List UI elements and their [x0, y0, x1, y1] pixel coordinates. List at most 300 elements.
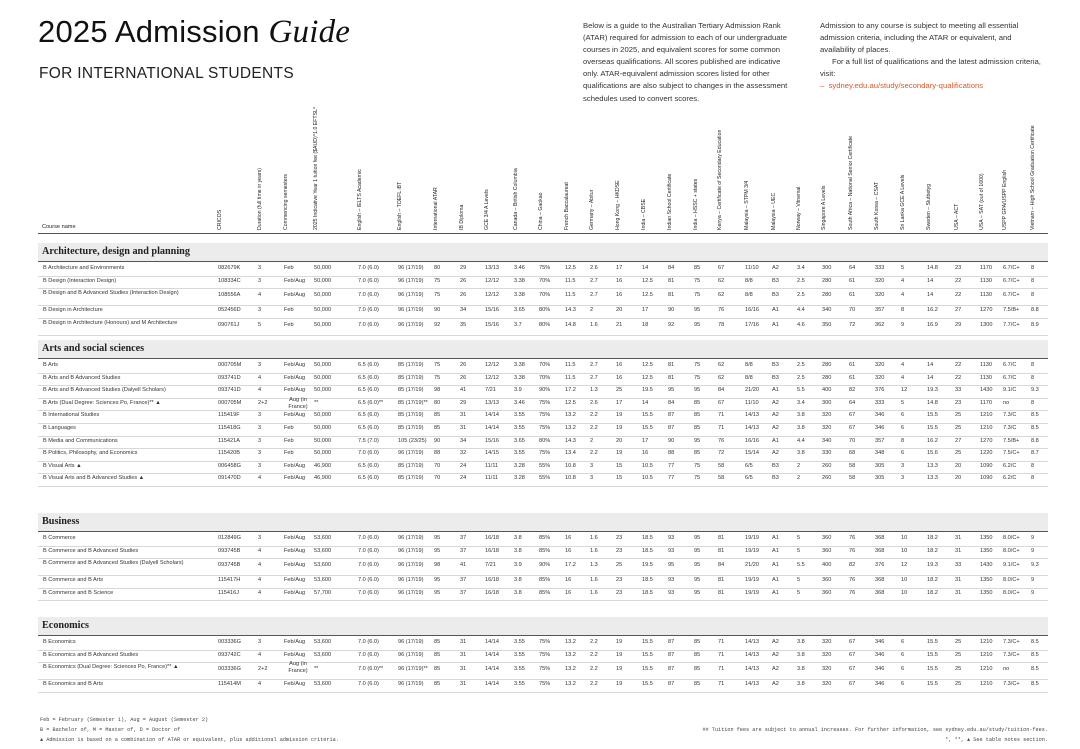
table-cell: 10	[901, 547, 908, 554]
row-rule	[38, 318, 1048, 319]
table-cell: 8	[1031, 374, 1035, 381]
table-cell: 95	[668, 562, 675, 569]
table-cell: 22	[955, 277, 962, 284]
table-cell: 5	[797, 535, 801, 541]
table-cell: 1210	[980, 639, 993, 645]
table-cell: 23	[616, 535, 623, 541]
table-cell: 31	[460, 639, 467, 645]
table-cell: 4.6	[797, 321, 805, 328]
table-cell: 7.0 (6.0)	[358, 577, 379, 584]
table-cell: 1210	[980, 425, 993, 431]
table-cell: 2.2	[590, 651, 598, 658]
table-cell: 25	[955, 651, 962, 658]
table-cell: 3.28	[514, 462, 525, 469]
course-name-header: Course name	[42, 224, 76, 230]
table-cell: 75%	[539, 265, 551, 271]
column-header: Sri Lanka GCE A Levels	[900, 174, 906, 230]
table-cell: 1430	[980, 562, 993, 569]
table-cell: 340	[822, 437, 832, 444]
table-cell: 14/14	[485, 681, 499, 688]
table-cell: 14/13	[745, 681, 759, 688]
table-cell: 6	[901, 450, 905, 457]
table-cell: 115421A	[218, 437, 240, 444]
table-cell: 12/12	[485, 277, 499, 284]
table-cell: 7.0 (6.0)	[358, 307, 379, 314]
table-cell: 85 (17/19)	[398, 412, 424, 419]
course-name: B Commerce	[43, 535, 76, 541]
table-cell: 360	[822, 589, 832, 596]
table-cell: 376	[875, 387, 885, 394]
table-cell: 15.5	[927, 412, 938, 419]
table-cell: 17.2	[565, 387, 576, 394]
table-cell: 76	[849, 547, 856, 554]
table-cell: 5	[797, 547, 801, 554]
table-cell: 2+2	[258, 399, 268, 406]
table-cell: 14/13	[745, 412, 759, 419]
table-cell: 333	[875, 399, 885, 406]
table-cell: 75%	[539, 399, 551, 406]
table-cell: 3	[258, 535, 262, 541]
table-cell: 29	[955, 321, 962, 328]
row-rule	[38, 575, 1048, 576]
table-cell: 50,000	[314, 307, 332, 314]
table-cell: 006458G	[218, 462, 242, 469]
table-cell: 70	[434, 462, 441, 469]
table-cell: 280	[822, 362, 832, 368]
table-cell: 7.3/C+	[1003, 651, 1020, 658]
section-rule	[38, 635, 1048, 636]
table-cell: 61	[849, 277, 856, 284]
course-name: B Economics	[43, 639, 76, 645]
section-band	[38, 340, 1048, 358]
table-cell: 9	[1031, 589, 1035, 596]
table-cell: 300	[822, 265, 832, 271]
table-cell: 77	[668, 475, 675, 482]
table-cell: 320	[822, 651, 832, 658]
table-cell: B3	[772, 277, 779, 284]
table-cell: 15.5	[642, 681, 653, 688]
table-cell: 1130	[980, 292, 993, 299]
table-cell: Feb/Aug	[284, 547, 306, 554]
table-cell: 95	[694, 321, 701, 328]
table-cell: 67	[849, 651, 856, 658]
qualifications-link[interactable]: – sydney.edu.au/study/secondary-qualifications	[820, 81, 984, 91]
table-cell: 22	[955, 292, 962, 299]
table-cell: 15.5	[642, 412, 653, 419]
table-cell: 50,000	[314, 425, 332, 431]
column-header: South Korea – CSAT	[874, 181, 880, 230]
table-cell: 2.6	[590, 399, 598, 406]
table-cell: 2	[797, 462, 801, 469]
table-cell: 85	[694, 651, 701, 658]
table-cell: 4	[258, 577, 262, 584]
course-name: B International Studies	[43, 412, 100, 419]
table-cell: A2	[772, 425, 779, 431]
table-cell: 25	[616, 562, 623, 569]
column-header: CRICOS	[217, 209, 223, 230]
table-cell: 8.5	[1031, 681, 1039, 688]
table-cell: 14.3	[565, 437, 576, 444]
table-cell: 75	[694, 462, 701, 469]
table-cell: 368	[875, 547, 885, 554]
table-cell: no	[1003, 399, 1010, 406]
table-cell: 2	[590, 307, 594, 314]
table-cell: 346	[875, 651, 885, 658]
table-cell: 003336G	[218, 639, 242, 645]
table-cell: 3.8	[514, 535, 522, 541]
table-cell: 11.5	[565, 374, 576, 381]
table-cell: 1210	[980, 412, 993, 419]
table-cell: 67	[718, 399, 725, 406]
row-rule	[38, 473, 1048, 474]
column-header: Singapore A Levels	[821, 185, 827, 230]
table-cell: 85	[434, 681, 441, 688]
table-cell: 75	[694, 374, 701, 381]
table-cell: Feb/Aug	[284, 651, 306, 658]
table-cell: 115416J	[218, 589, 240, 596]
row-rule	[38, 436, 1048, 437]
table-cell: 34	[460, 437, 467, 444]
table-cell: 13.2	[565, 666, 576, 673]
table-cell: 55%	[539, 475, 551, 482]
table-cell: 1.6	[590, 589, 598, 596]
table-cell: 80	[434, 265, 441, 271]
table-cell: 26	[460, 362, 467, 368]
table-cell: 53,600	[314, 651, 332, 658]
table-cell: 5	[258, 321, 262, 328]
course-name: B Visual Arts and B Advanced Studies ▲	[43, 475, 145, 482]
table-cell: Feb/Aug	[284, 277, 306, 284]
table-cell: 96 (17/19)	[398, 562, 424, 569]
table-cell: 6.7/C+	[1003, 265, 1020, 271]
table-cell: 6.5 (6.0)	[358, 362, 379, 368]
table-cell: 6.7/C+	[1003, 277, 1020, 284]
table-cell: 093742C	[218, 651, 241, 658]
table-cell: 3.8	[514, 577, 522, 584]
table-cell: 3	[258, 412, 262, 419]
title-italic: Guide	[268, 14, 351, 50]
table-cell: 15	[616, 462, 623, 469]
table-cell: 53,600	[314, 577, 332, 584]
table-cell: 50,000	[314, 437, 332, 444]
criteria-text-2: For a full list of qualifications and the latest admission criteria, visit:	[820, 57, 1041, 79]
table-cell: 96 (17/19)	[398, 639, 424, 645]
table-cell: 6/5	[745, 475, 753, 482]
table-cell: 19.5	[642, 387, 653, 394]
table-cell: 340	[822, 307, 832, 314]
table-cell: 8.0/C+	[1003, 589, 1020, 596]
table-cell: 76	[718, 437, 725, 444]
table-cell: 305	[875, 475, 885, 482]
course-name: B Arts	[43, 362, 58, 368]
column-header: Duration (full time in years)	[257, 168, 263, 230]
table-cell: 31	[955, 535, 962, 541]
table-cell: 14	[642, 265, 649, 271]
table-cell: 96 (17/19)	[398, 265, 424, 271]
table-cell: Aug (in France)	[288, 661, 308, 674]
table-cell: 9	[1031, 535, 1035, 541]
table-cell: 87	[668, 425, 675, 431]
table-cell: 3	[901, 462, 905, 469]
table-cell: 19	[616, 412, 623, 419]
table-cell: 360	[822, 577, 832, 584]
table-cell: 7.0 (6.0)	[358, 535, 379, 541]
table-cell: 85	[694, 681, 701, 688]
table-cell: 61	[849, 362, 856, 368]
table-cell: 7.0 (6.0)	[358, 651, 379, 658]
table-cell: 53,600	[314, 639, 332, 645]
qualifications-link-text[interactable]: sydney.edu.au/study/secondary-qualifications	[828, 81, 984, 91]
table-cell: 71	[718, 651, 725, 658]
table-cell: 29	[460, 265, 467, 271]
table-cell: 3.9	[514, 562, 522, 569]
table-cell: 3.55	[514, 666, 525, 673]
footer-note-4: ## Tuition fees are subject to annual increases. For further information, see sydney.edu.au/study/tuition-fees.	[702, 727, 1048, 733]
course-name: B Commerce and B Advanced Studies	[43, 547, 139, 554]
row-rule	[38, 398, 1048, 399]
table-cell: 10.8	[565, 475, 576, 482]
column-header: English – IELTS Academic	[357, 169, 363, 230]
table-cell: 96 (17/19)	[398, 651, 424, 658]
course-name: B Design and B Advanced Studies (Interaction Design)	[43, 290, 179, 297]
table-cell: 6.5 (6.0)	[358, 475, 379, 482]
table-cell: 15.5	[642, 651, 653, 658]
table-cell: 46,900	[314, 475, 332, 482]
table-cell: 95	[434, 535, 441, 541]
table-cell: 35	[460, 321, 467, 328]
table-cell: 4	[258, 374, 262, 381]
table-cell: Feb	[284, 265, 294, 271]
table-cell: 3.55	[514, 425, 525, 431]
table-cell: Feb/Aug	[284, 577, 306, 584]
table-cell: 3	[258, 639, 262, 645]
table-cell: 82	[849, 387, 856, 394]
row-rule	[38, 335, 1048, 336]
table-cell: 19/19	[745, 535, 759, 541]
table-cell: 87	[668, 412, 675, 419]
table-cell: 3.38	[514, 277, 525, 284]
table-cell: 3.8	[797, 666, 805, 673]
table-cell: 362	[875, 321, 885, 328]
table-cell: 15.5	[642, 666, 653, 673]
table-cell: 6.5 (6.0)	[358, 374, 379, 381]
row-rule	[38, 486, 1048, 487]
table-cell: 71	[718, 425, 725, 431]
table-cell: 6/5	[745, 462, 753, 469]
table-cell: 16.9	[927, 321, 938, 328]
table-cell: 5	[797, 589, 801, 596]
table-cell: 53,600	[314, 547, 332, 554]
table-cell: 34	[460, 307, 467, 314]
table-cell: 93	[668, 589, 675, 596]
table-cell: Feb/Aug	[284, 639, 306, 645]
table-cell: 1130	[980, 362, 993, 368]
table-cell: 6	[901, 425, 905, 431]
table-cell: 50,000	[314, 412, 332, 419]
course-name: B Languages	[43, 425, 76, 431]
table-cell: 14/13	[745, 425, 759, 431]
page-subtitle: FOR INTERNATIONAL STUDENTS	[39, 65, 294, 82]
table-cell: A2	[772, 681, 779, 688]
table-cell: 20	[955, 462, 962, 469]
table-cell: 95	[694, 387, 701, 394]
footer-note-3: ▲ Admission is based on a combination of ATAR or equivalent, plus additional admission criteria.	[40, 737, 339, 743]
table-cell: 8.0/C+	[1003, 547, 1020, 554]
page-title	[38, 14, 350, 51]
table-cell: 84	[668, 265, 675, 271]
table-cell: 95	[694, 562, 701, 569]
table-cell: 53,600	[314, 562, 332, 569]
table-cell: 8	[901, 307, 905, 314]
column-header: Kenya – Certificate of Secondary Education	[717, 129, 723, 230]
table-cell: 1130	[980, 374, 993, 381]
table-cell: A1	[772, 387, 779, 394]
table-cell: 7/21	[485, 387, 496, 394]
table-cell: 4.4	[797, 307, 805, 314]
table-cell: A2	[772, 651, 779, 658]
table-cell: 87	[668, 651, 675, 658]
section-title: Business	[42, 516, 80, 527]
table-cell: 7.0 (6.0)	[358, 681, 379, 688]
table-cell: 2+2	[258, 666, 268, 673]
table-cell: 1.3	[590, 387, 598, 394]
table-cell: 96 (17/19)	[398, 277, 424, 284]
table-cell: 6	[901, 681, 905, 688]
table-cell: 11.5	[565, 362, 576, 368]
table-cell: 68	[849, 450, 856, 457]
table-cell: 2.2	[590, 412, 598, 419]
table-cell: 24	[460, 462, 467, 469]
table-cell: 85%	[539, 577, 551, 584]
table-cell: 3.28	[514, 475, 525, 482]
table-cell: 8.5	[1031, 412, 1039, 419]
table-cell: 95	[434, 589, 441, 596]
table-cell: 18.5	[642, 589, 653, 596]
course-name: B Commerce and B Advanced Studies (Dalyell Scholars)	[43, 560, 184, 567]
table-cell: 13/13	[485, 399, 499, 406]
table-cell: 9.1/C+	[1003, 562, 1020, 569]
column-header: USPP GPA/USPP English	[1002, 170, 1008, 230]
table-cell: 85	[694, 265, 701, 271]
column-header: English – TOEFL iBT	[397, 181, 403, 230]
table-cell: 320	[822, 681, 832, 688]
row-rule	[38, 558, 1048, 559]
table-cell: 96 (17/19)	[398, 450, 424, 457]
table-cell: 16	[616, 374, 623, 381]
column-header: Indian School Certificate	[667, 173, 673, 230]
table-cell: 376	[875, 562, 885, 569]
table-cell: 8/8	[745, 292, 753, 299]
table-cell: 85	[694, 639, 701, 645]
table-cell: 7.0 (6.0)	[358, 321, 379, 328]
table-cell: A2	[772, 450, 779, 457]
table-cell: 3.8	[797, 450, 805, 457]
table-cell: Feb	[284, 425, 294, 431]
table-cell: 25	[955, 639, 962, 645]
table-cell: 3.8	[514, 589, 522, 596]
row-rule	[38, 448, 1048, 449]
table-cell: 85	[434, 651, 441, 658]
table-cell: 13.2	[565, 681, 576, 688]
table-cell: 3.55	[514, 639, 525, 645]
table-cell: 4	[258, 562, 262, 569]
table-cell: 4	[258, 475, 262, 482]
table-cell: 260	[822, 462, 832, 469]
table-cell: 7.0 (6.0)	[358, 292, 379, 299]
section-band	[38, 617, 1048, 635]
table-cell: 7.0 (6.0)	[358, 450, 379, 457]
table-cell: 280	[822, 292, 832, 299]
table-cell: A1	[772, 437, 779, 444]
table-cell: 3.46	[514, 399, 525, 406]
table-cell: 8	[1031, 277, 1035, 284]
row-rule	[38, 373, 1048, 374]
table-cell: 3	[258, 462, 262, 469]
table-cell: 6	[901, 651, 905, 658]
table-cell: 96 (17/19)	[398, 589, 424, 596]
table-cell: 7.0 (6.0)	[358, 589, 379, 596]
table-cell: 80%	[539, 437, 551, 444]
table-cell: 320	[822, 412, 832, 419]
table-cell: 8.5	[1031, 666, 1039, 673]
table-cell: 6.5 (6.0)	[358, 387, 379, 394]
table-cell: 58	[849, 462, 856, 469]
table-cell: 31	[955, 577, 962, 584]
table-cell: 15.5	[927, 651, 938, 658]
table-cell: 3.55	[514, 681, 525, 688]
row-rule	[38, 692, 1048, 693]
table-cell: Feb/Aug	[284, 292, 306, 299]
table-cell: 62	[718, 292, 725, 299]
table-cell: 53,600	[314, 681, 332, 688]
table-cell: 70%	[539, 292, 551, 299]
table-cell: 5	[901, 399, 905, 406]
table-cell: 4	[258, 292, 262, 299]
table-cell: 81	[668, 292, 675, 299]
table-cell: 12/12	[485, 374, 499, 381]
table-cell: 57,700	[314, 589, 332, 596]
table-cell: 15/14	[745, 450, 759, 457]
table-cell: 16/18	[485, 535, 499, 541]
table-cell: 8	[901, 437, 905, 444]
table-cell: 2.7	[590, 362, 598, 368]
table-cell: 85 (17/19)	[398, 462, 424, 469]
table-cell: 16.2	[927, 307, 938, 314]
table-cell: 1300	[980, 321, 993, 328]
table-cell: 16	[565, 589, 572, 596]
table-cell: Feb/Aug	[284, 562, 306, 569]
course-name: B Architecture and Environments	[43, 265, 125, 271]
table-cell: 15.5	[927, 666, 938, 673]
column-header: Vietnam – High School Graduation Certificate	[1030, 125, 1036, 230]
table-cell: 3.8	[514, 547, 522, 554]
table-cell: 64	[849, 399, 856, 406]
table-cell: 4	[258, 681, 262, 688]
table-cell: 6	[901, 639, 905, 645]
table-cell: 19	[616, 639, 623, 645]
table-cell: 8.8	[1031, 437, 1039, 444]
table-header-rule	[38, 233, 1048, 234]
course-name: B Design (Interaction Design)	[43, 277, 117, 284]
table-cell: 357	[875, 437, 885, 444]
table-cell: 8	[1031, 362, 1035, 368]
table-cell: 95	[694, 547, 701, 554]
table-cell: 2.2	[590, 639, 598, 645]
table-cell: 2.6	[590, 265, 598, 271]
row-rule	[38, 423, 1048, 424]
table-cell: Feb	[284, 450, 294, 457]
table-cell: 33	[955, 562, 962, 569]
